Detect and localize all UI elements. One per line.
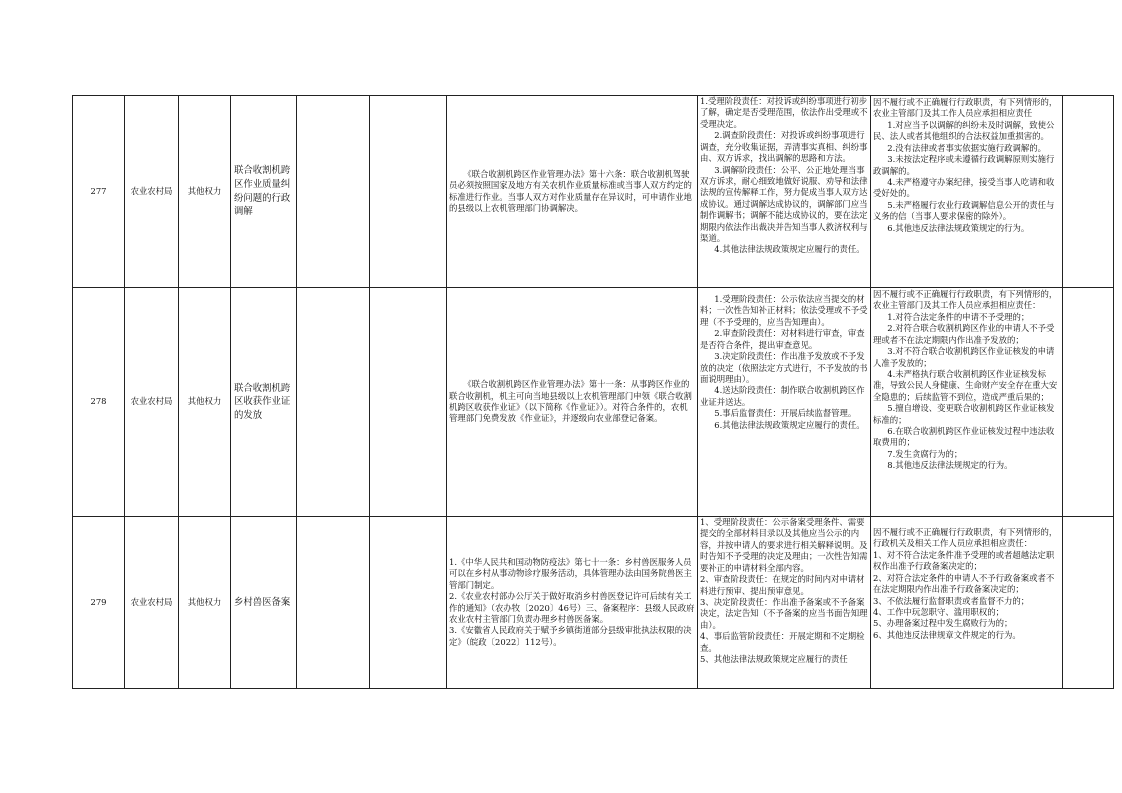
accountability-item: 4.未严格执行联合收割机跨区作业证核发标准，导致公民人身健康、生命财产安全存在重大安全隐患的；后续监管不到位，造成严重后果的； [873,368,1058,402]
note-cell [1063,96,1114,288]
table-row [73,288,1114,517]
responsibility-item: 3、决定阶段责任：作出准予备案或不予备案决定，法定告知（不予备案的应当书面告知理由）。 [700,596,868,630]
accountability-item: 4.未严格遵守办案纪律，接受当事人吃请和收受好处的。 [873,176,1055,199]
accountability-item: 1、对不符合法定条件准予受理的或者超越法定职权作出准予行政备案决定的； [873,549,1055,572]
code-cell [370,288,447,517]
legal-basis-text: 3.《安徽省人民政府关于赋予乡镇街道部分县级审批执法权限的决定》（皖政〔2022〕112号）。 [449,625,692,647]
accountability-item: 4、工作中玩忽职守、滥用职权的； [873,606,1004,617]
accountability-item: 1.对应当予以调解的纠纷未及时调解，致使公民、法人或者其他组织的合法权益加重损害的。 [873,119,1055,142]
accountability-item: 因不履行或不正确履行行政职责，有下列情形的，行政机关及相关工作人员应承担相应责任： [873,527,1058,549]
accountability-item: 因不履行或不正确履行行政职责，有下列情形的，农业主管部门及其工作人员应承担相应责任 [873,97,1058,119]
accountability-item: 2.对符合联合收割机跨区作业的申请人不予受理或者不在法定期限内作出准予发放的； [873,323,1055,345]
table-row [73,517,1114,689]
note-cell [1063,288,1114,517]
accountability-cell [871,96,1063,288]
responsibility-item: 2.审查阶段责任：对材料进行审查，审查是否符合条件，提出审查意见。 [700,328,865,350]
accountability-item: 6、其他违反法律规章文件规定的行为。 [873,629,1021,640]
row-number: 278 [73,288,125,517]
row-number: 277 [73,96,125,288]
accountability-item: 2、对符合法定条件的申请人不予行政备案或者不在法定期限内作出准予行政备案决定的； [873,572,1055,595]
code-cell [370,517,447,689]
responsibility-item: 1.受理阶段责任：对投诉或纠纷事项进行初步了解，确定是否受理范围，依法作出受理或不受理决定。 [700,96,868,129]
responsibility-item: 3.决定阶段责任：作出准予发放或不予发放的决定（依照法定方式进行，不予发放的书面说明理由）。 [700,351,868,384]
accountability-cell [871,288,1063,517]
accountability-item: 3.未按法定程序或未遵循行政调解原则实施行政调解的。 [873,154,1055,176]
responsibility-item: 2、审查阶段责任：在规定的时间内对申请材料进行预审、提出预审意见。 [700,574,865,596]
accountability-item: 5、办理备案过程中发生腐败行为的； [873,618,1013,629]
department-cell: 农业农村局 [125,288,179,517]
power-item-cell: 联合收割机跨区作业质量纠纷问题的行政调解 [231,96,297,288]
responsibility-item: 4.送达阶段责任：制作联合收割机跨区作业证并送达。 [700,385,865,407]
responsibility-item: 5.事后监督责任：开展后续监督管理。 [714,408,857,419]
responsibility-item: 1、受理阶段责任：公示备案受理条件、需要提交的全部材料目录以及其他应当公示的内容，并按申请人的要求进行相关解释说明。及时告知不予受理的决定及理由；一次性告知需要补正的申请材料全部内容。 [700,517,868,573]
legal-basis-cell [447,288,698,517]
responsibility-item: 5、其他法律法规政策规定应履行的责任 [700,654,848,665]
responsibility-item: 3.调解阶段责任：公平、公正地处理当事双方诉求，耐心细致地做好说服、劝导和法律法规的宣传解释工作，努力促成当事人双方达成协议。通过调解达成协议的，调解部门应当制作调解书；调解不能达成协议的，要在法定期限内依法作出裁决并告知当事人救济权利与渠道。 [700,164,868,244]
power-type-cell: 其他权力 [179,96,231,288]
accountability-item: 6.其他违反法律法规政策规定的行为。 [887,222,1030,233]
legal-basis-text: 《联合收割机跨区作业管理办法》第十一条：从事跨区作业的联合收割机，机主可向当地县级以上农机管理部门申领《联合收割机跨区收获作业证》（以下简称《作业证》）。对符合条件的，农机管理部门免费发放《作业证》，并逐级向农业部登记备案。 [449,379,692,424]
accountability-item: 7.发生贪腐行为的； [887,448,963,459]
power-item-cell: 乡村兽医备案 [231,517,297,689]
legal-basis-cell [447,517,698,689]
accountability-item: 6.在联合收割机跨区作业证核发过程中违法收取费用的； [873,426,1055,448]
power-list-table [72,95,1114,689]
accountability-item: 8.其他违反法律法规规定的行为。 [887,460,1013,471]
legal-basis-text: 2.《农业农村部办公厅关于做好取消乡村兽医登记许可后续有关工作的通知》（农办牧〔2020〕46号）三、备案程序：县级人民政府农业农村主管部门负责办理乡村兽医备案。 [449,591,695,624]
responsibility-cell [698,96,871,288]
sub-item-cell [297,96,370,288]
responsibility-item: 4、事后监管阶段责任：开展定期和不定期检查。 [700,631,865,653]
legal-basis-text: 《联合收割机跨区作业管理办法》第十六条：联合收割机驾驶员必须按照国家及地方有关农机作业质量标准或当事人双方约定的标准进行作业。当事人双方对作业质量存在异议时，可申请作业地的县级以上农机管理部门协调解决。 [449,168,692,213]
responsibility-item: 2.调查阶段责任：对投诉或纠纷事项进行调查，充分收集证据，弄清事实真相、纠纷事由、双方诉求，找出调解的思路和方法。 [700,130,868,164]
responsibility-item: 1.受理阶段责任：公示依法应当提交的材料；一次性告知补正材料；依法受理或不予受理（不予受理的，应当告知理由）。 [700,294,868,327]
responsibility-item: 4.其他法律法规政策规定应履行的责任。 [714,244,865,255]
accountability-item: 5.擅自增设、变更联合收割机跨区作业证核发标准的； [873,403,1055,425]
power-type-cell: 其他权力 [179,288,231,517]
legal-basis-cell [447,96,698,288]
sub-item-cell [297,288,370,517]
accountability-item: 3.对不符合联合收割机跨区作业证核发的申请人准予发放的； [873,346,1055,368]
department-cell: 农业农村局 [125,517,179,689]
accountability-item: 因不履行或不正确履行行政职责，有下列情形的，农业主管部门及其工作人员应承担相应责任： [873,289,1058,311]
responsibility-cell [698,288,871,517]
accountability-item: 1.对符合法定条件的申请不予受理的； [887,311,1030,322]
power-item-cell: 联合收割机跨区收获作业证的发放 [231,288,297,517]
responsibility-cell [698,517,871,689]
legal-basis-text: 1.《中华人民共和国动物防疫法》第七十一条：乡村兽医服务人员可以在乡村从事动物诊疗服务活动，具体管理办法由国务院兽医主管部门制定。 [449,556,692,590]
code-cell [370,96,447,288]
responsibility-item: 6.其他法律法规政策规定应履行的责任。 [714,419,865,430]
sub-item-cell [297,517,370,689]
department-cell: 农业农村局 [125,96,179,288]
accountability-cell [871,517,1063,689]
accountability-item: 2.没有法律或者事实依据实施行政调解的。 [887,142,1047,153]
table-row [73,96,1114,288]
note-cell [1063,517,1114,689]
accountability-item: 3、不依法履行监督职责或者监督不力的； [873,595,1030,606]
accountability-item: 5.未严格履行农业行政调解信息公开的责任与义务的信（当事人要求保密的除外）。 [873,199,1055,222]
power-type-cell: 其他权力 [179,517,231,689]
row-number: 279 [73,517,125,689]
